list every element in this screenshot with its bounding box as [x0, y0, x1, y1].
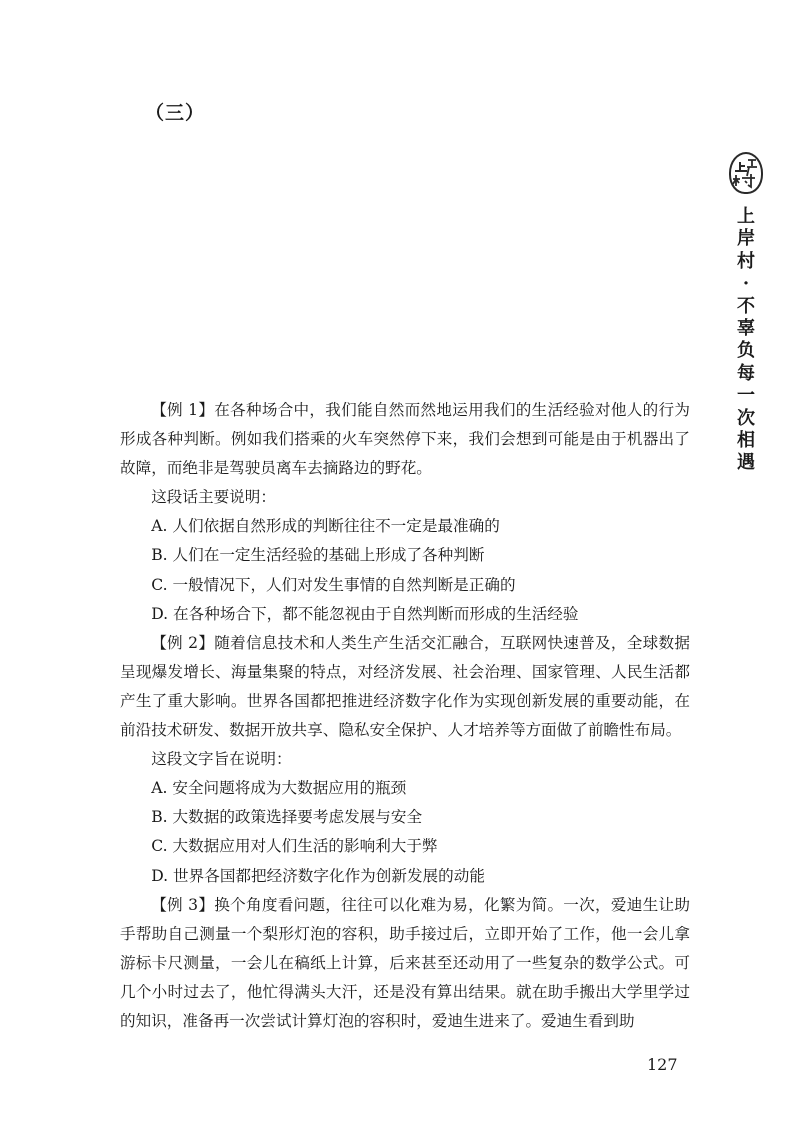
example-label: 【例 3】 [151, 895, 215, 914]
title-char: 村 [737, 250, 755, 272]
option-d: D. 在各种场合下，都不能忽视由于自然判断而形成的生活经验 [151, 604, 579, 623]
option-a: A. 人们依据自然形成的判断往往不一定是最准确的 [151, 517, 500, 536]
title-char: 次 [737, 407, 755, 429]
page-number: 127 [647, 1055, 678, 1074]
title-char: 辜 [737, 318, 755, 340]
example-3-paragraph [120, 891, 690, 1036]
title-char: 每 [737, 362, 755, 384]
option-c: C. 一般情况下，人们对发生事情的自然判断是正确的 [151, 575, 516, 594]
example-1-paragraph [120, 396, 690, 483]
title-char: 不 [737, 295, 755, 317]
title-char: · [742, 273, 750, 295]
example-text: 换个角度看问题，往往可以化难为易，化繁为简。一次，爱迪生让助手帮助自己测量一个梨形灯泡的容积，助手接过后，立即开始了工作，他一会儿拿游标卡尺测量，一会儿在稿纸上计算，后来甚至还动用了一些复杂的数学公式。可几个小时过去了，他忙得满头大汗，还是没有算出结果。就在助手搬出大学里学过的知识，准备再一次尝试计算灯泡的容积时，爱迪生进来了。爱迪生看到助 [120, 895, 690, 1030]
title-char: 相 [737, 430, 755, 452]
example-2-paragraph [120, 629, 690, 745]
option-c: C. 大数据应用对人们生活的影响利大于弊 [151, 837, 438, 856]
title-char: 岸 [737, 228, 755, 250]
vertical-book-title [734, 206, 758, 475]
title-char: 遇 [737, 452, 755, 474]
option-d: D. 世界各国都把经济数字化作为创新发展的动能 [151, 866, 485, 885]
seal-glyph [731, 154, 761, 192]
question-lead: 这段文字旨在说明： [151, 750, 292, 769]
example-label: 【例 1】 [151, 401, 215, 419]
title-char: 一 [737, 385, 755, 407]
title-char: 上 [737, 206, 755, 227]
title-char: 负 [737, 340, 755, 362]
question-lead: 这段话主要说明： [151, 488, 276, 507]
example-text: 在各种场合中，我们能自然而然地运用我们的生活经验对他人的行为形成各种判断。例如我们搭乘的火车突然停下来，我们会想到可能是由于机器出了故障，而绝非是驾驶员离车去摘路边的野花。 [120, 401, 690, 478]
main-content [120, 396, 690, 1036]
option-a: A. 安全问题将成为大数据应用的瓶颈 [151, 779, 407, 798]
example-text: 随着信息技术和人类生产生活交汇融合，互联网快速普及，全球数据呈现爆发增长、海量集聚的特点，对经济发展、社会治理、国家管理、人民生活都产生了重大影响。世界各国都把推进经济数字化作为实现创新发展的重要动能，在前沿技术研发、数据开放共享、隐私安全保护、人才培养等方面做了前瞻性布局。 [120, 633, 690, 740]
section-heading: （三） [145, 102, 206, 124]
example-label: 【例 2】 [151, 633, 215, 652]
option-b: B. 人们在一定生活经验的基础上形成了各种判断 [151, 546, 485, 565]
option-b: B. 大数据的政策选择要考虑发展与安全 [151, 808, 423, 827]
logo-seal-icon [729, 152, 763, 194]
